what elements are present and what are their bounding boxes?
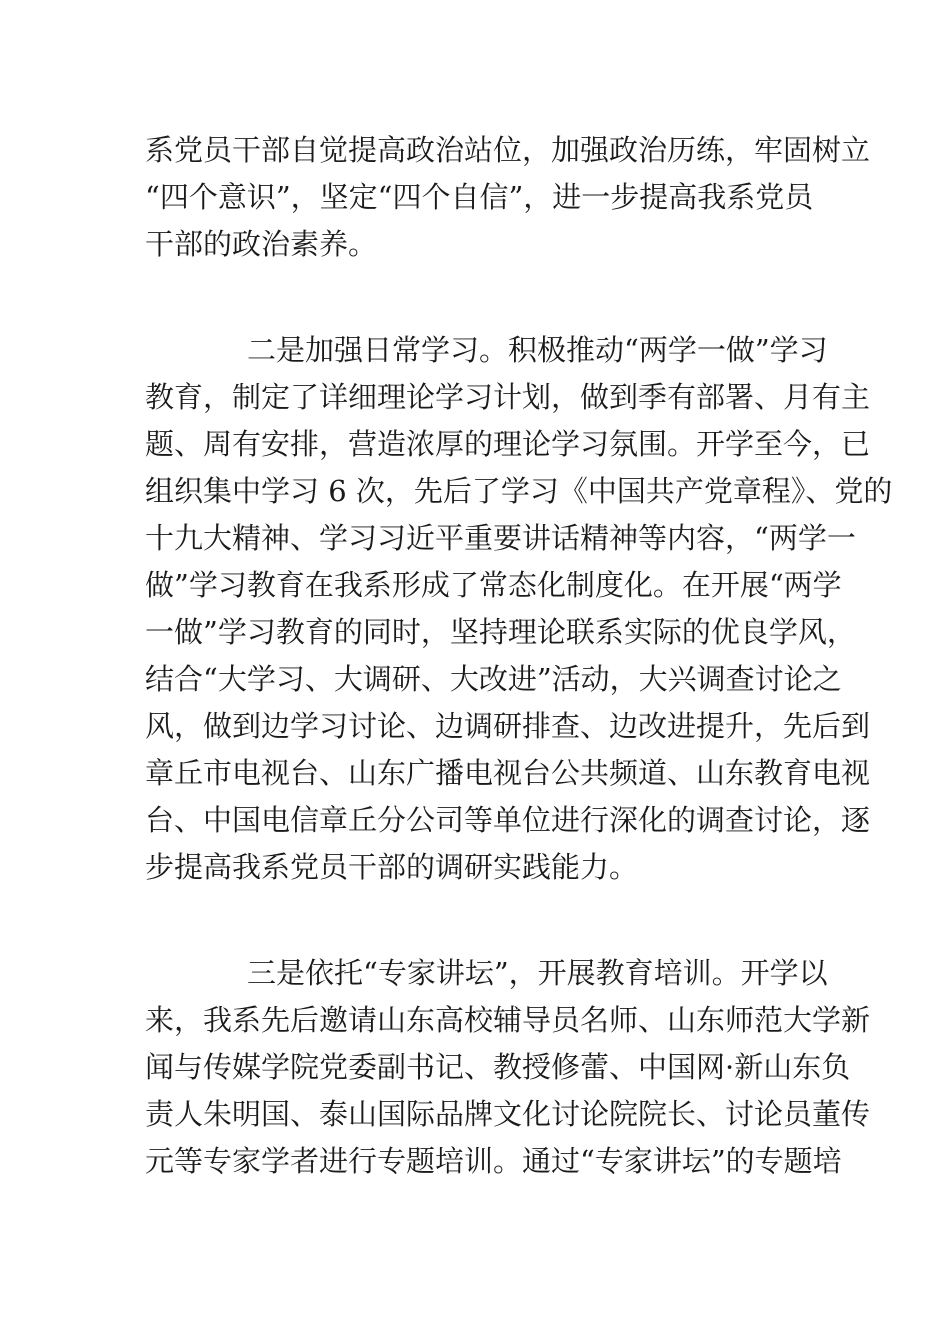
text-line: 元等专家学者进行专题培训。通过“专家讲坛”的专题培 bbox=[145, 1144, 842, 1178]
text-line: 风，做到边学习讨论、边调研排查、边改进提升，先后到 bbox=[145, 709, 871, 743]
text-line: 闻与传媒学院党委副书记、教授修蕾、中国网·新山东负 bbox=[145, 1050, 851, 1084]
text-line: 干部的政治素养。 bbox=[145, 227, 378, 261]
text-line: 步提高我系党员干部的调研实践能力。 bbox=[145, 850, 639, 884]
text-line: 二是加强日常学习。积极推动“两学一做”学习 bbox=[247, 333, 828, 367]
text-line: 系党员干部自觉提高政治站位，加强政治历练，牢固树立 bbox=[145, 133, 871, 167]
text-line: 一做”学习教育的同时，坚持理论联系实际的优良学风， bbox=[145, 615, 856, 649]
text-line: 三是依托“专家讲坛”，开展教育培训。开学以 bbox=[247, 956, 828, 990]
text-line: 教育，制定了详细理论学习计划，做到季有部署、月有主 bbox=[145, 380, 871, 414]
text-line: 结合“大学习、大调研、大改进”活动，大兴调查讨论之 bbox=[145, 662, 842, 696]
text-line: “四个意识”，坚定“四个自信”，进一步提高我系党员 bbox=[145, 180, 814, 214]
text-line: 台、中国电信章丘分公司等单位进行深化的调查讨论，逐 bbox=[145, 803, 871, 837]
text-line: 做”学习教育在我系形成了常态化制度化。在开展“两学 bbox=[145, 568, 842, 602]
text-line: 来，我系先后邀请山东高校辅导员名师、山东师范大学新 bbox=[145, 1003, 871, 1037]
text-line: 题、周有安排，营造浓厚的理论学习氛围。开学至今，已 bbox=[145, 427, 871, 461]
text-line: 十九大精神、学习习近平重要讲话精神等内容，“两学一 bbox=[145, 521, 856, 555]
text-line: 组织集中学习 6 次，先后了学习《中国共产党章程》、党的 bbox=[145, 474, 893, 508]
text-line: 章丘市电视台、山东广播电视台公共频道、山东教育电视 bbox=[145, 756, 871, 790]
text-line: 责人朱明国、泰山国际品牌文化讨论院院长、讨论员董传 bbox=[145, 1097, 871, 1131]
